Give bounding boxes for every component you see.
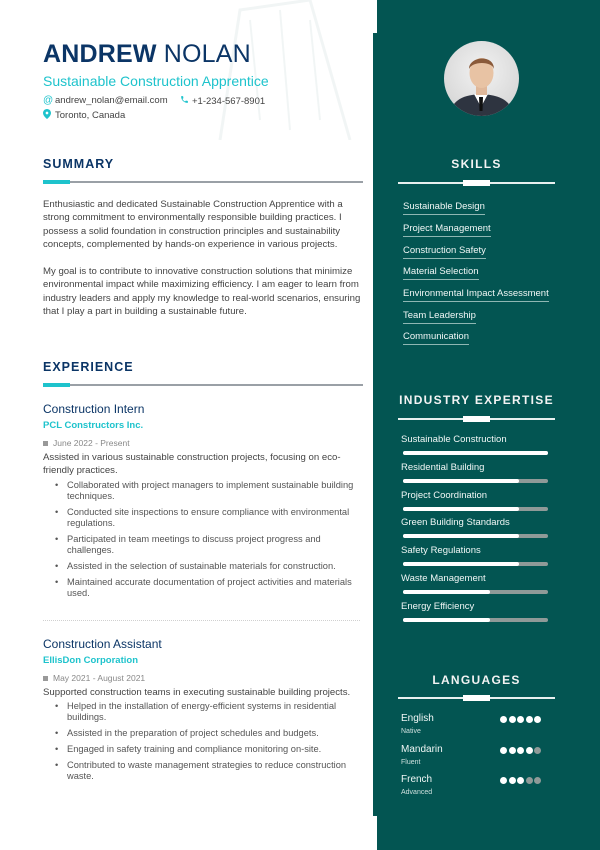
candidate-name — [43, 40, 251, 69]
experience-heading: EXPERIENCE — [43, 360, 134, 374]
expertise-level-fill — [403, 479, 519, 483]
job-company: PCL Constructors Inc. — [43, 420, 144, 431]
expertise-level-bar — [403, 618, 548, 622]
rating-dot-filled — [517, 777, 524, 784]
job-bullet: • Assisted in the preparation of project schedules and budgets. — [55, 728, 365, 739]
job-description: Assisted in various sustainable construction projects, focusing on eco-friendly practices. — [43, 452, 341, 476]
rating-dot-empty — [526, 777, 533, 784]
rating-dot-empty — [534, 747, 541, 754]
expertise-level-fill — [403, 562, 519, 566]
first-name: ANDREW — [43, 40, 157, 68]
job-bullet: • Participated in team meetings to discuss project progress and challenges. — [55, 534, 365, 556]
rating-dot-filled — [517, 716, 524, 723]
summary-heading: SUMMARY — [43, 157, 115, 171]
rating-dot-filled — [500, 747, 507, 754]
language-level: Fluent — [401, 758, 421, 766]
expertise-level-bar — [403, 507, 548, 511]
divider-knob — [463, 180, 490, 186]
summary-paragraph-2: My goal is to contribute to innovative construction solutions that minimize environmental impact while maximizing efficiency. I am eager to learn from industry leaders and apply my knowledge to real-world scenarios, ensuring that I play a part in building a sustainable future. — [43, 266, 361, 317]
language-rating — [500, 747, 541, 754]
languages-heading: LANGUAGES — [432, 673, 521, 687]
expertise-level-bar — [403, 590, 548, 594]
language-name: English — [401, 713, 434, 724]
email-text[interactable]: andrew_nolan@email.com — [55, 95, 168, 106]
rating-dot-filled — [509, 747, 516, 754]
summary-divider — [43, 181, 363, 183]
expertise-label: Project Coordination — [401, 489, 488, 501]
profile-photo — [444, 41, 519, 116]
phone-icon — [180, 95, 192, 107]
language-rating — [500, 716, 541, 723]
job-bullet: • Helped in the installation of energy-efficient systems in residential buildings. — [55, 701, 365, 723]
job-title: Sustainable Construction Apprentice — [43, 73, 269, 89]
rating-dot-filled — [526, 747, 533, 754]
expertise-level-bar — [403, 451, 548, 455]
job-description: Supported construction teams in executing sustainable building projects. — [43, 687, 351, 698]
languages-divider — [398, 697, 555, 699]
calendar-icon — [43, 441, 48, 446]
job-role: Construction Intern — [43, 402, 145, 416]
summary-paragraph-1: Enthusiastic and dedicated Sustainable Construction Apprentice with a strong commitment to environmentally responsible building practices. I possess a solid foundation in construction principles and sustainability concepts, complemented by hands-on experience in various projects. — [43, 199, 343, 250]
sidebar-background-bottom — [377, 815, 600, 850]
expertise-level-bar — [403, 534, 548, 538]
expertise-divider — [398, 418, 555, 420]
job-bullet-list — [55, 701, 365, 787]
expertise-level-bar — [403, 562, 548, 566]
contact-location — [43, 109, 125, 122]
language-rating — [500, 777, 541, 784]
skills-divider — [398, 182, 555, 184]
job-bullet: • Assisted in the selection of sustainable materials for construction. — [55, 561, 365, 572]
job-separator — [43, 620, 360, 621]
job-bullet: • Collaborated with project managers to implement sustainable building techniques. — [55, 480, 365, 502]
building-watermark — [200, 0, 370, 140]
skill-item: Environmental Impact Assessment — [403, 288, 549, 302]
divider-knob — [463, 695, 490, 701]
expertise-label: Energy Efficiency — [401, 600, 475, 612]
map-pin-icon — [43, 109, 55, 122]
rating-dot-filled — [517, 747, 524, 754]
rating-dot-filled — [500, 716, 507, 723]
sidebar-background-top — [377, 0, 600, 34]
job-company: EllisDon Corporation — [43, 655, 138, 666]
skill-item: Material Selection — [403, 266, 479, 280]
skill-item: Sustainable Design — [403, 201, 485, 215]
language-level: Native — [401, 728, 421, 735]
rating-dot-filled — [500, 777, 507, 784]
phone-text[interactable]: +1-234-567-8901 — [192, 95, 266, 107]
experience-divider — [43, 384, 363, 386]
expertise-level-fill — [403, 507, 519, 511]
expertise-level-fill — [403, 534, 519, 538]
rating-dot-filled — [534, 716, 541, 723]
skill-item: Communication — [403, 331, 469, 345]
expertise-label: Safety Regulations — [401, 545, 481, 557]
expertise-level-fill — [403, 451, 548, 455]
expertise-label: Green Building Standards — [401, 517, 510, 529]
job-dates — [43, 673, 145, 683]
expertise-level-fill — [403, 590, 490, 594]
job-bullet: • Conducted site inspections to ensure compliance with environmental regulations. — [55, 507, 365, 529]
location-text: Toronto, Canada — [55, 110, 126, 121]
contact-phone[interactable] — [180, 95, 265, 107]
language-level: Advanced — [401, 789, 433, 796]
rating-dot-filled — [526, 716, 533, 723]
contact-email[interactable] — [43, 95, 168, 106]
job-date-text: May 2021 - August 2021 — [53, 673, 146, 683]
job-bullet: • Contributed to waste management strategies to reduce construction waste. — [55, 760, 365, 782]
skill-item: Construction Safety — [403, 245, 486, 259]
divider-knob — [463, 416, 490, 422]
person-portrait-icon — [444, 41, 519, 116]
expertise-heading: INDUSTRY EXPERTISE — [399, 393, 554, 407]
calendar-icon — [43, 676, 48, 681]
job-bullet-list — [55, 480, 365, 604]
skill-item: Team Leadership — [403, 310, 476, 324]
expertise-level-bar — [403, 479, 548, 483]
divider-accent — [43, 180, 70, 184]
rating-dot-filled — [509, 716, 516, 723]
divider-accent — [43, 383, 70, 387]
language-name: Mandarin — [401, 743, 443, 755]
last-name: NOLAN — [163, 40, 251, 68]
job-role: Construction Assistant — [43, 637, 162, 651]
skills-heading: SKILLS — [451, 157, 502, 171]
expertise-label: Waste Management — [401, 573, 486, 584]
job-bullet: • Maintained accurate documentation of project activities and materials used. — [55, 577, 365, 599]
language-name: French — [401, 774, 433, 785]
rating-dot-filled — [509, 777, 516, 784]
skill-item: Project Management — [403, 223, 491, 237]
job-bullet: • Engaged in safety training and compliance monitoring on-site. — [55, 744, 365, 755]
job-dates — [43, 438, 130, 448]
expertise-label: Residential Building — [401, 461, 485, 473]
rating-dot-empty — [534, 777, 541, 784]
at-icon: @ — [43, 95, 54, 106]
job-date-text: June 2022 - Present — [53, 438, 130, 448]
expertise-level-fill — [403, 618, 490, 622]
expertise-label: Sustainable Construction — [401, 434, 507, 445]
